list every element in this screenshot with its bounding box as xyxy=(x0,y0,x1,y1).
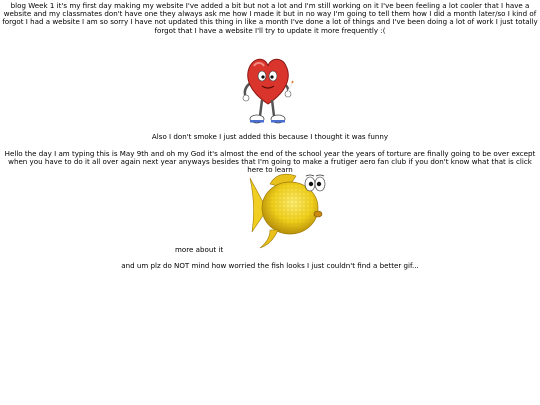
heart-caption: Also I don't smoke I just added this because I thought it was funny xyxy=(151,132,389,141)
worried-yellow-fish-icon xyxy=(248,170,330,250)
intro-paragraph: blog Week 1 it's my first day making my website I've added a bit but not a lot and I'm still working on it I've been feeling a lot cooler that I have a website and my classmates don't have one they always ask me how I made it but in no way I'm going to tell them how I did a month later/so I kind of forgot I had a website I am so sorry I have not updated this thing in like a month I've done a lot of things and I've been doing a lot of work I just totally forgot that I have a website I'll try to update it more frequently :( xyxy=(2,1,538,35)
more-about-text: more about it xyxy=(175,245,224,254)
cartoon-heart-smoking-icon xyxy=(240,52,296,128)
fish-caption: and um plz do NOT mind how worried the fish looks I just couldn't find a better gif... xyxy=(121,261,419,270)
update-paragraph: Hello the day I am typing this is May 9th and oh my God it's almost the end of the school year the years of torture are finally going to be over except when you have to do it all over again next year anyways besides that I'm going to make a frutiger aero fan club if you don't know what that is click here to learn xyxy=(4,149,536,175)
